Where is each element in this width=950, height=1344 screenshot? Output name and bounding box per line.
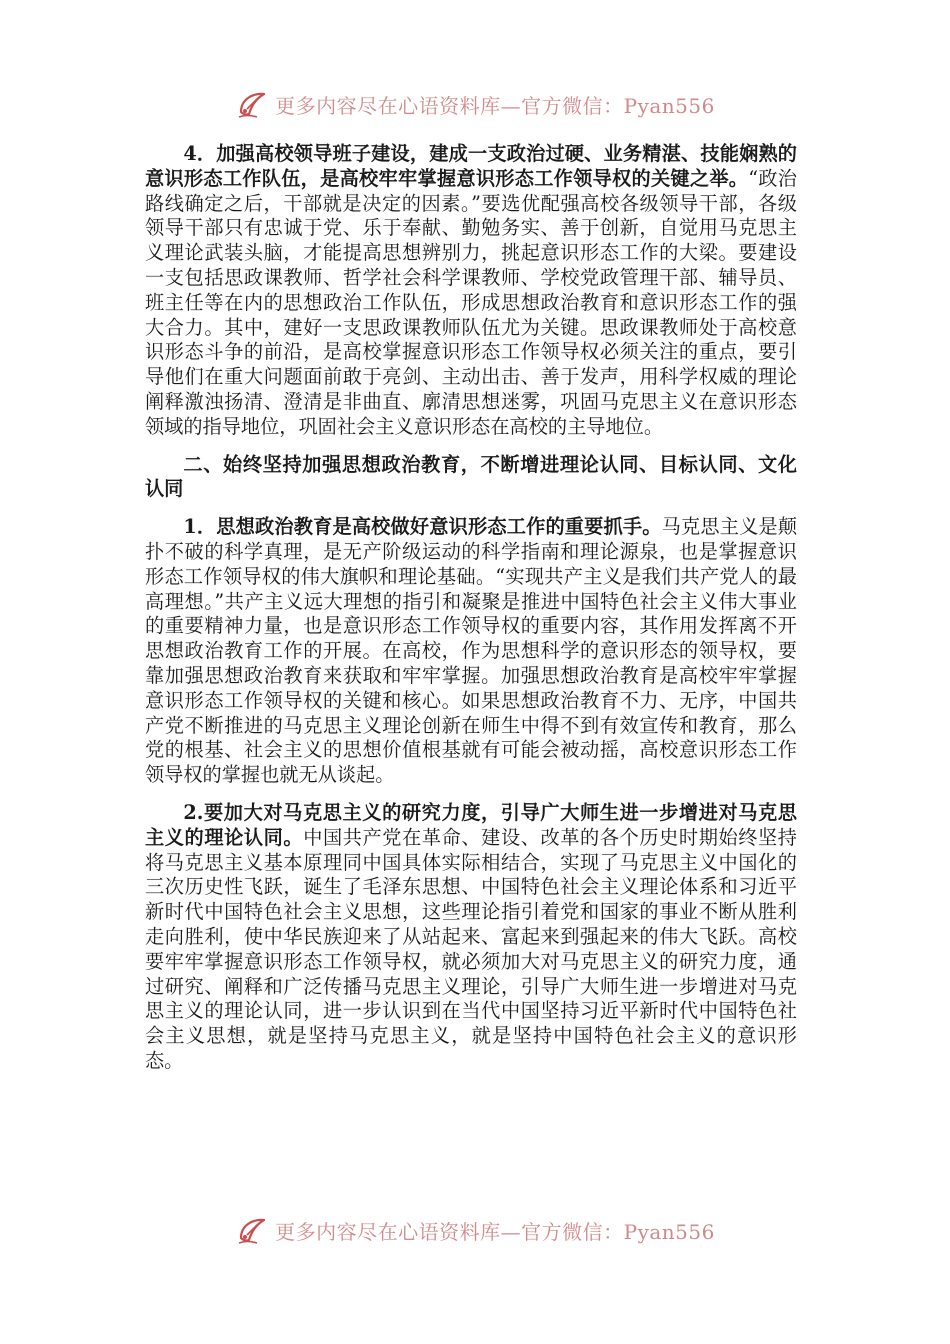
banner-text: 更多内容尽在心语资料库—官方微信：Pyan556	[275, 93, 715, 118]
section-heading: 二、始终坚持加强思想政治教育，不断增进理论认同、目标认同、文化认同	[145, 452, 797, 501]
document-body	[145, 142, 797, 1074]
header-banner	[0, 84, 950, 124]
paragraph-text: 中国共产党在革命、建设、改革的各个历史时期始终坚持将马克思主义基本原理同中国具体实际相结合，实现了马克思主义中国化的三次历史性飞跃，诞生了毛泽东思想、中国特色社会主义理论体系和习近平新时代中国特色社会主义思想，这些理论指引着党和国家的事业不断从胜利走向胜利，使中华民族迎来了从站起来、富起来到强起来的伟大飞跃。高校要牢牢掌握意识形态工作领导权，就必须加大对马克思主义的研究力度，通过研究、阐释和广泛传播马克思主义理论，引导广大师生进一步增进对马克思主义的理论认同，进一步认识到在当代中国坚持习近平新时代中国特色社会主义思想，就是坚持马克思主义，就是坚持中国特色社会主义的意识形态。	[145, 825, 797, 1072]
paragraph-lead: 1．思想政治教育是高校做好意识形态工作的重要抓手。	[183, 515, 662, 539]
paragraph-2	[145, 515, 797, 788]
paragraph-text: “政治路线确定之后，干部就是决定的因素。”要选优配强高校各级领导干部，各级领导干部只有忠诚于党、乐于奉献、勤勉务实、善于创新，自觉用马克思主义理论武装头脑，才能提高思想辨别力，挑起意识形态工作的大梁。要建设一支包括思政课教师、哲学社会科学课教师、学校党政管理干部、辅导员、班主任等在内的思想政治工作队伍，形成思想政治教育和意识形态工作的强大合力。其中，建好一支思政课教师队伍尤为关键。思政课教师处于高校意识形态斗争的前沿，是高校掌握意识形态工作领导权必须关注的重点，要引导他们在重大问题面前敢于亮剑、主动出击、善于发声，用科学权威的理论阐释激浊扬清、澄清是非曲直、廓清思想迷雾，巩固马克思主义在意识形态领域的指导地位，巩固社会主义意识形态在高校的主导地位。	[145, 166, 797, 438]
quill-pen-logo-icon	[235, 1213, 269, 1247]
paragraph-lead: 2.要加大对马克思主义的研究力度，引导广大师生进一步增进对马克思主义的理论认同。	[145, 800, 797, 849]
banner-text: 更多内容尽在心语资料库—官方微信：Pyan556	[275, 1219, 715, 1244]
quill-pen-logo-icon	[235, 87, 269, 121]
footer-banner	[0, 1210, 950, 1250]
paragraph-3	[145, 801, 797, 1074]
paragraph-text: 马克思主义是颠扑不破的科学真理，是无产阶级运动的科学指南和理论源泉，也是掌握意识形态工作领导权的伟大旗帜和理论基础。“实现共产主义是我们共产党人的最高理想。”共产主义远大理想的指引和凝聚是推进中国特色社会主义伟大事业的重要精神力量，也是意识形态工作领导权的重要内容，其作用发挥离不开思想政治教育工作的开展。在高校，作为思想科学的意识形态的领导权，要靠加强思想政治教育来获取和牢牢掌握。加强思想政治教育是高校牢牢掌握意识形态工作领导权的关键和核心。如果思想政治教育不力、无序，中国共产党不断推进的马克思主义理论创新在师生中得不到有效宣传和教育，那么党的根基、社会主义的思想价值根基就有可能会被动摇，高校意识形态工作领导权的掌握也就无从谈起。	[145, 515, 798, 787]
paragraph-lead: 4．加强高校领导班子建设，建成一支政治过硬、业务精湛、技能娴熟的意识形态工作队伍，是高校牢牢掌握意识形态工作领导权的关键之举。	[145, 142, 797, 190]
paragraph-1	[145, 142, 797, 440]
